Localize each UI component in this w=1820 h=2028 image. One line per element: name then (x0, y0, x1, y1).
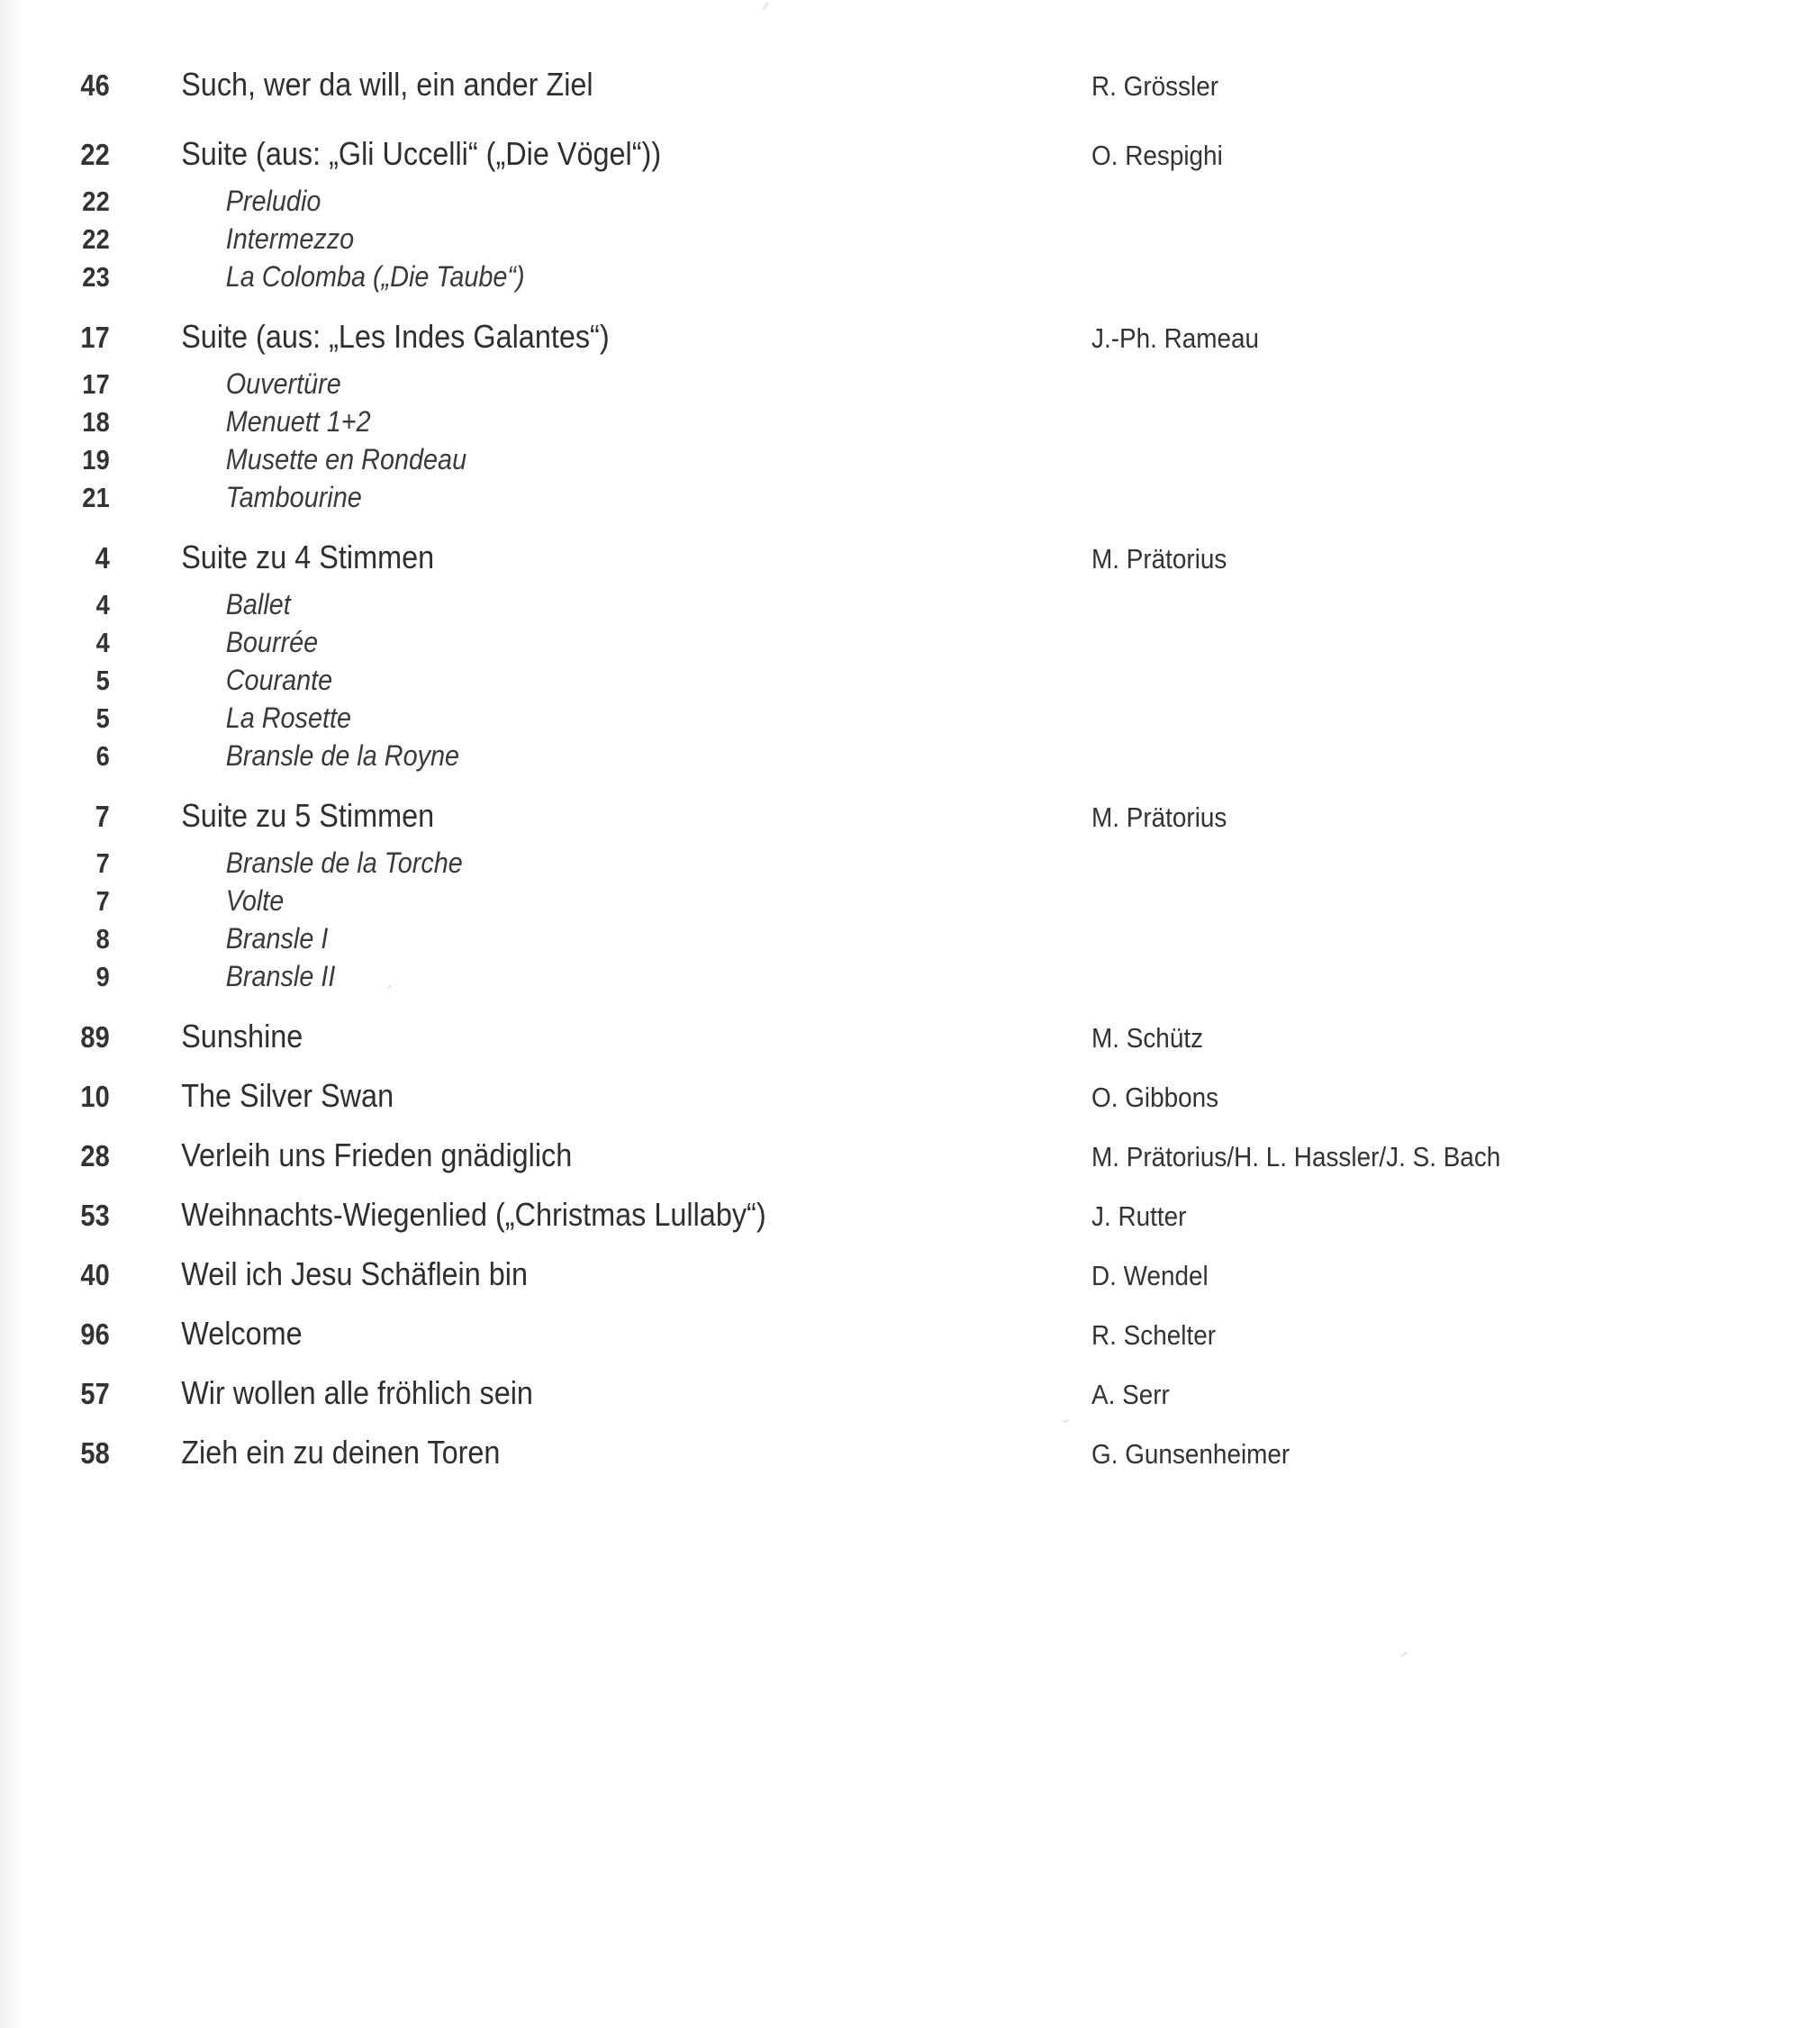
entry-page-number: 4 (95, 541, 110, 575)
work-title: Zieh ein zu deinen Toren (181, 1434, 501, 1471)
movement-title: Courante (225, 664, 333, 696)
movement-row (0, 443, 1820, 481)
movement-title: Bransle de la Torche (225, 847, 463, 879)
movement-row (0, 588, 1820, 626)
entry-page-number: 7 (95, 885, 110, 917)
movement-title: Volte (225, 884, 285, 917)
movement-title: Musette en Rondeau (225, 443, 467, 475)
entry-page-number: 7 (95, 847, 110, 879)
entry-page-number: 22 (80, 138, 110, 171)
entry-composer: R. Grössler (1091, 70, 1219, 102)
entry-composer: O. Gibbons (1091, 1082, 1219, 1113)
entry-composer: O. Respighi (1091, 140, 1223, 171)
work-title: Suite zu 5 Stimmen (181, 797, 435, 834)
movement-row (0, 222, 1820, 260)
entry-page-number: 4 (95, 589, 110, 620)
entry-page-number: 10 (80, 1080, 110, 1113)
work-title: Wir wollen alle fröhlich sein (181, 1374, 533, 1411)
entry-page-number: 4 (95, 627, 110, 658)
movement-row (0, 481, 1820, 519)
movement-title: Menuett 1+2 (225, 405, 371, 438)
entry-page-number: 22 (82, 223, 110, 255)
entry-page-number: 57 (80, 1377, 110, 1410)
entry-composer: A. Serr (1091, 1379, 1170, 1410)
entry-page-number: 19 (82, 444, 110, 475)
movement-title: Preludio (225, 185, 321, 217)
entry-composer: J.-Ph. Rameau (1091, 322, 1260, 354)
entry-composer: M. Prätorius (1091, 543, 1227, 575)
movement-row (0, 702, 1820, 739)
movement-title: Bransle II (225, 960, 336, 992)
work-row (0, 318, 1820, 367)
entry-page-number: 22 (82, 186, 110, 217)
entry-composer: M. Prätorius (1091, 801, 1227, 833)
work-title: Suite (aus: „Gli Uccelli“ („Die Vögel“)) (181, 135, 662, 172)
entry-page-number: 96 (80, 1317, 110, 1351)
entry-page-number: 53 (80, 1199, 110, 1232)
movement-row (0, 922, 1820, 960)
entry-page-number: 8 (95, 923, 110, 955)
entry-page-number: 5 (95, 702, 110, 734)
entry-composer: D. Wendel (1091, 1260, 1209, 1291)
movement-row (0, 367, 1820, 405)
index-entry-list (0, 56, 1820, 1483)
movement-title: Ballet (225, 588, 291, 620)
entry-page-number: 6 (95, 740, 110, 772)
entry-page-number: 17 (82, 368, 110, 400)
movement-title: Bourrée (225, 626, 319, 658)
entry-page-number: 23 (82, 261, 110, 293)
entry-composer: R. Schelter (1091, 1319, 1217, 1351)
movement-row (0, 405, 1820, 443)
work-row (0, 135, 1820, 185)
entry-page-number: 40 (80, 1258, 110, 1291)
work-title: Suite (aus: „Les Indes Galantes“) (181, 318, 610, 355)
movement-title: Intermezzo (225, 222, 355, 255)
work-row (0, 1374, 1820, 1424)
entry-page-number: 58 (80, 1436, 110, 1470)
work-title: Suite zu 4 Stimmen (181, 539, 435, 575)
movement-row (0, 884, 1820, 922)
movement-row (0, 664, 1820, 702)
movement-title: Bransle I (225, 922, 329, 955)
work-title: Sunshine (181, 1018, 303, 1055)
work-row (0, 1077, 1820, 1127)
entry-composer: G. Gunsenheimer (1091, 1438, 1290, 1470)
entry-page-number: 28 (80, 1139, 110, 1172)
work-title: Welcome (181, 1315, 303, 1352)
movement-row (0, 626, 1820, 664)
entry-page-number: 46 (80, 68, 110, 102)
movement-row (0, 185, 1820, 222)
entry-page-number: 17 (80, 321, 110, 354)
movement-row (0, 739, 1820, 777)
movement-row (0, 260, 1820, 298)
entry-page-number: 89 (80, 1020, 110, 1054)
entry-page-number: 21 (82, 482, 110, 513)
work-row (0, 1315, 1820, 1364)
movement-title: Bransle de la Royne (225, 739, 460, 772)
work-row (0, 539, 1820, 588)
movement-row (0, 960, 1820, 998)
entry-composer: J. Rutter (1091, 1200, 1187, 1232)
entry-composer: M. Prätorius/H. L. Hassler/J. S. Bach (1091, 1141, 1501, 1172)
work-row (0, 1196, 1820, 1245)
work-row (0, 1255, 1820, 1305)
entry-page-number: 5 (95, 665, 110, 696)
work-row (0, 66, 1820, 115)
entry-page-number: 9 (95, 961, 110, 992)
work-row (0, 1434, 1820, 1483)
entry-page-number: 18 (82, 406, 110, 438)
movement-title: Ouvertüre (225, 367, 341, 400)
work-title: Weihnachts-Wiegenlied („Christmas Lullaby“) (181, 1196, 766, 1233)
work-title: Weil ich Jesu Schäflein bin (181, 1255, 529, 1292)
movement-title: La Rosette (225, 702, 351, 734)
movement-row (0, 847, 1820, 884)
work-row (0, 1136, 1820, 1186)
work-title: The Silver Swan (181, 1077, 394, 1114)
movement-title: Tambourine (225, 481, 362, 513)
work-row (0, 1018, 1820, 1067)
work-title: Such, wer da will, ein ander Ziel (181, 66, 593, 103)
work-title: Verleih uns Frieden gnädiglich (181, 1136, 573, 1173)
movement-title: La Colomba („Die Taube“) (225, 260, 525, 293)
work-row (0, 797, 1820, 847)
entry-composer: M. Schütz (1091, 1022, 1204, 1054)
entry-page-number: 7 (95, 800, 110, 833)
